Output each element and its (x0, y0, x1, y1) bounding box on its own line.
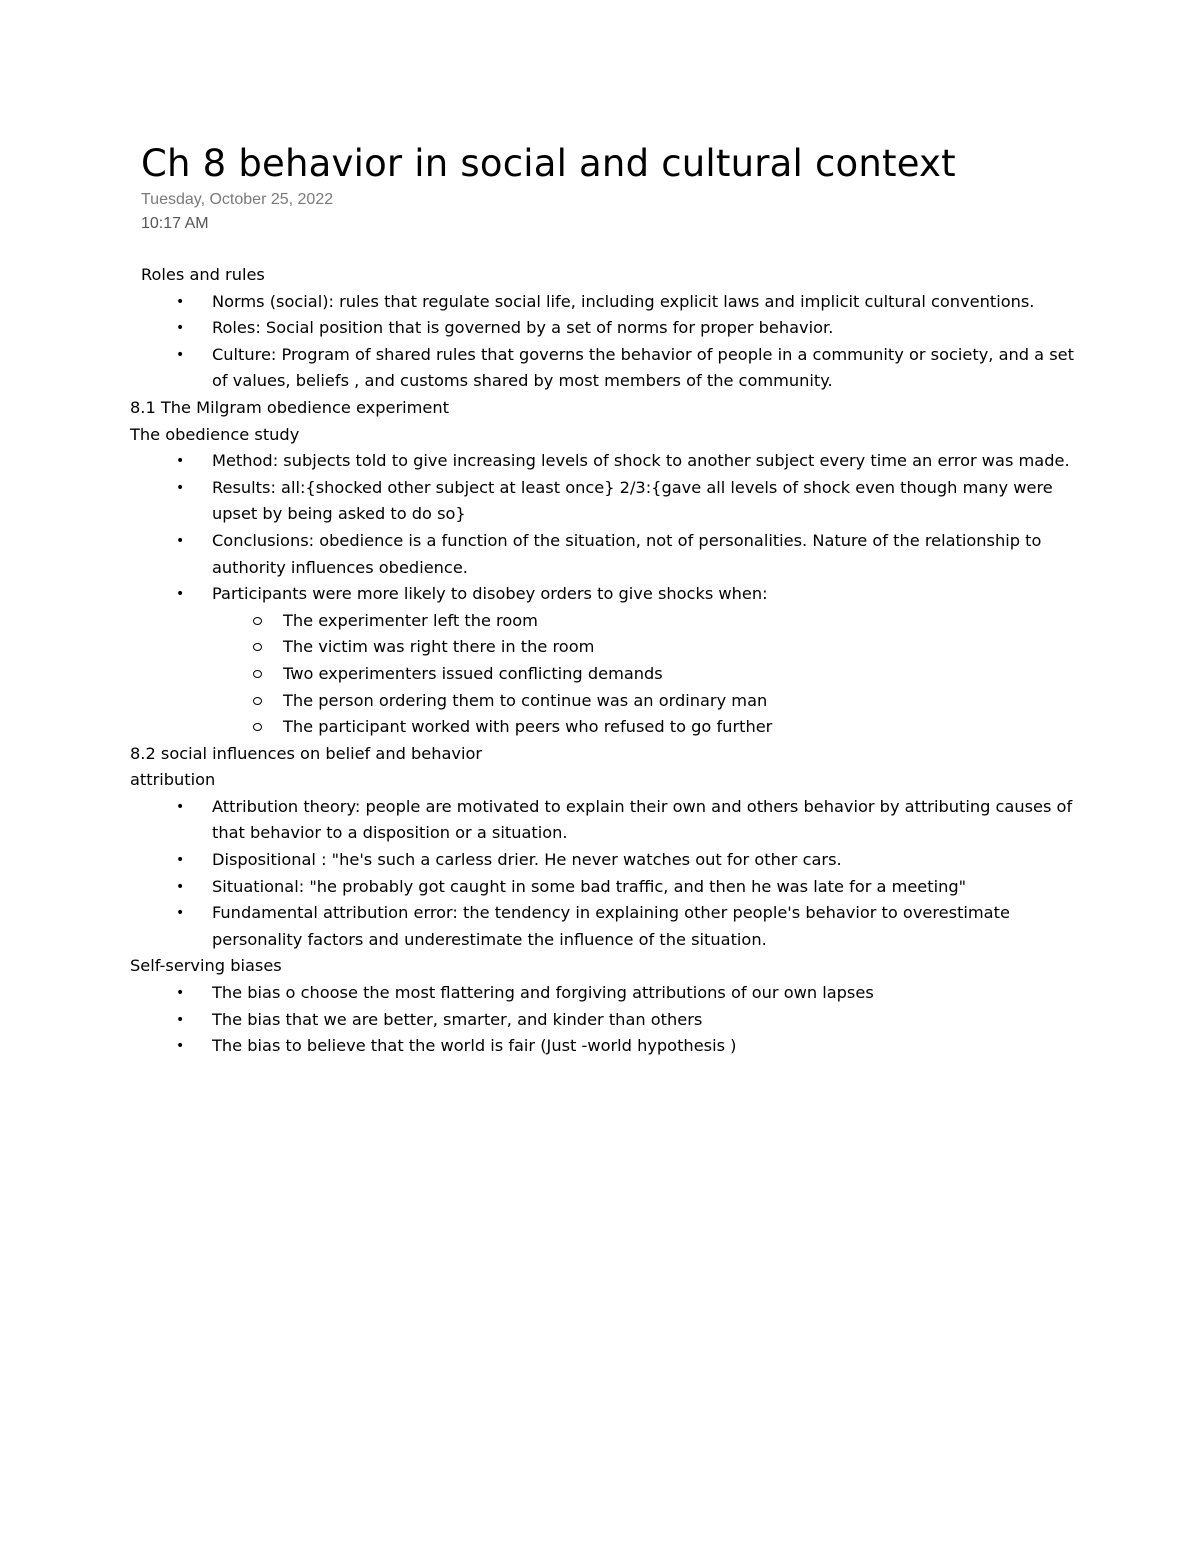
list-item: • Norms (social): rules that regulate social life, including explicit laws and implicit cultural conventions. (212, 289, 1081, 316)
bullet-icon: • (176, 532, 185, 549)
bullet-icon: • (176, 878, 185, 895)
obedience-list (141, 448, 1081, 741)
list-item: • Conclusions: obedience is a function of the situation, not of personalities. Nature of the relationship to authority influences obedience. (212, 528, 1081, 581)
note-page (130, 140, 1081, 1060)
circle-bullet-icon (253, 670, 262, 678)
bullet-icon: • (176, 346, 185, 363)
list-item: • Culture: Program of shared rules that governs the behavior of people in a community or society, and a set of values, beliefs , and customs shared by most members of the community. (212, 342, 1081, 395)
bullet-icon: • (176, 852, 185, 869)
bullet-icon: • (176, 479, 185, 496)
sub-list-item: The participant worked with peers who refused to go further (283, 714, 1081, 741)
list-item: • Dispositional : "he's such a carless drier. He never watches out for other cars. (212, 847, 1081, 874)
note-body (130, 262, 1081, 1060)
bullet-icon: • (176, 1038, 185, 1055)
circle-bullet-icon (253, 723, 262, 731)
roles-list (141, 289, 1081, 395)
disobey-conditions-list (212, 608, 1081, 741)
note-date: Tuesday, October 25, 2022 (141, 191, 334, 208)
list-item: • Results: all:{shocked other subject at least once} 2/3:{gave all levels of shock even though many were upset by being asked to do so} (212, 475, 1081, 528)
self-serving-list (141, 980, 1081, 1060)
bullet-icon: • (176, 798, 185, 815)
list-item: • The bias to believe that the world is fair (Just -world hypothesis ) (212, 1033, 1081, 1060)
list-item: • Situational: "he probably got caught in some bad traffic, and then he was late for a meeting" (212, 874, 1081, 901)
bullet-icon: • (176, 293, 185, 310)
bullet-icon: • (176, 985, 185, 1002)
sub-list-item: The experimenter left the room (283, 608, 1081, 635)
section-heading-attribution: attribution (130, 770, 216, 790)
sub-list-item: The person ordering them to continue was an ordinary man (283, 688, 1081, 715)
list-item: • Method: subjects told to give increasing levels of shock to another subject every time an error was made. (212, 448, 1081, 475)
section-heading-roles: Roles and rules (141, 265, 265, 284)
list-item: • The bias o choose the most flattering and forgiving attributions of our own lapses (212, 980, 1081, 1007)
list-item: • The bias that we are better, smarter, and kinder than others (212, 1007, 1081, 1034)
attribution-list (141, 794, 1081, 954)
list-item: • Attribution theory: people are motivated to explain their own and others behavior by attributing causes of that behavior to a disposition or a situation. (212, 794, 1081, 847)
section-heading-milgram: 8.1 The Milgram obedience experiment (130, 397, 449, 417)
sub-list-item: The victim was right there in the room (283, 634, 1081, 661)
section-heading-obedience: The obedience study (130, 424, 300, 444)
list-item: • Fundamental attribution error: the tendency in explaining other people's behavior to overestimate personality factors and underestimate the influence of the situation. (212, 900, 1081, 953)
bullet-icon: • (176, 586, 185, 603)
bullet-icon: • (176, 905, 185, 922)
sub-list-item: Two experimenters issued conflicting demands (283, 661, 1081, 688)
page-title: Ch 8 behavior in social and cultural context (141, 142, 956, 185)
bullet-icon: • (176, 1011, 185, 1028)
circle-bullet-icon (253, 617, 262, 625)
bullet-icon: • (176, 453, 185, 470)
list-item: • Participants were more likely to disobey orders to give shocks when: The experimenter left the room The victim was right there in the room Two experimenters issued conflicting demands The person ordering them to continue was an ordinary man The participant worked with peers who refused to go further (212, 581, 1081, 741)
circle-bullet-icon (253, 697, 262, 705)
circle-bullet-icon (253, 643, 262, 651)
list-item: • Roles: Social position that is governed by a set of norms for proper behavior. (212, 315, 1081, 342)
section-heading-self-serving: Self-serving biases (130, 956, 282, 976)
bullet-icon: • (176, 320, 185, 337)
section-heading-social-influences: 8.2 social influences on belief and behavior (130, 743, 483, 763)
note-time: 10:17 AM (141, 215, 209, 232)
